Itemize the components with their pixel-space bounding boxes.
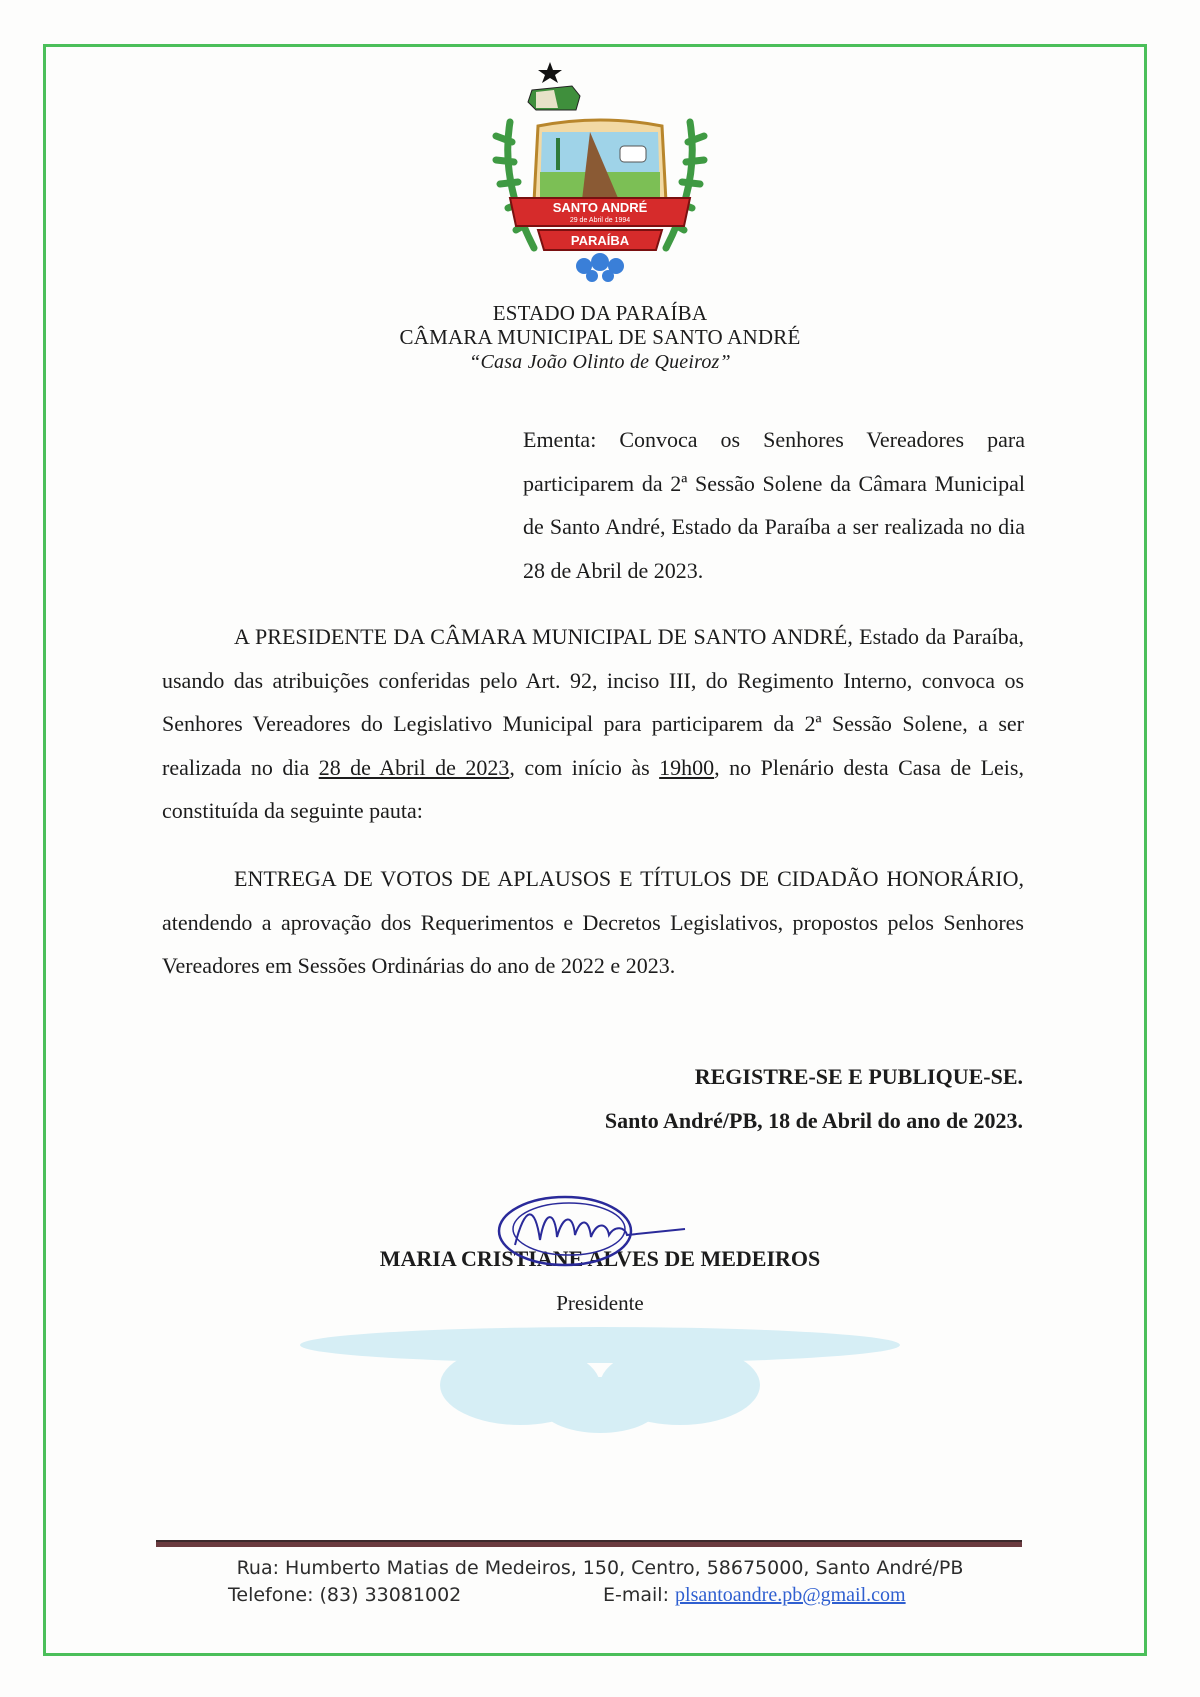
star-icon [538,62,562,83]
session-time: 19h00 [659,754,715,780]
header-chamber: CÂMARA MUNICIPAL DE SANTO ANDRÉ [399,325,801,349]
ementa-text: Ementa: Convoca os Senhores Vereadores para participarem da 2ª Sessão Solene da Câmara Municipal de Santo André, Estado da Paraíba a ser realizada no dia 28 de Abril de 2023. [523,427,1025,583]
session-date: 28 de Abril de 2023 [318,754,510,780]
footer-email [603,1584,906,1607]
svg-text:PARAÍBA: PARAÍBA [570,233,630,248]
signatory-name: MARIA CRISTIANE ALVES DE MEDEIROS [379,1246,821,1271]
watermark-emblem [290,1305,910,1435]
register-publish: REGISTRE-SE E PUBLIQUE-SE. [694,1064,1023,1089]
handwritten-signature [485,1185,695,1275]
email-link[interactable]: plsantoandre.pb@gmail.com [675,1584,906,1606]
agenda-paragraph: ENTREGA DE VOTOS DE APLAUSOS E TÍTULOS DE CIDADÃO HONORÁRIO, atendendo a aprovação dos Requerimentos e Decretos Legislativos, propostos pelos Senhores Vereadores em Sessões Ordinárias do ano de 2022 e 2023. [162,866,1024,978]
convocation-text-start: A PRESIDENTE DA CÂMARA MUNICIPAL DE SANTO ANDRÉ, Estado da Paraíba, usando das atribuições conferidas pelo Art. 92, inciso III, do Regimento Interno, convoca os Senhores Vereadores do Legislativo Municipal para participarem da 2ª Sessão Solene, a ser realizada no dia [162,624,1024,780]
email-label: E-mail: [603,1584,676,1606]
convocation-text-middle: , com início às [509,754,660,780]
header-state: ESTADO DA PARAÍBA [492,301,708,325]
municipal-crest [480,62,720,302]
convocation-text-end: , no Plenário desta Casa de Leis, constituída da seguinte pauta: [162,754,1024,823]
place-date: Santo André/PB, 18 de Abril do ano de 2023. [604,1108,1023,1133]
footer-address: Rua: Humberto Matias de Medeiros, 150, Centro, 58675000, Santo André/PB [236,1557,964,1579]
svg-text:29 de Abril de 1994: 29 de Abril de 1994 [569,217,631,224]
svg-text:SANTO ANDRÉ: SANTO ANDRÉ [552,200,648,215]
footer-phone: Telefone: (83) 33081002 [228,1584,462,1606]
header-house-name: “Casa João Olinto de Queiroz” [469,351,731,373]
signatory-title: Presidente [556,1291,644,1315]
footer-rule [156,1540,1022,1547]
convocation-paragraph [162,615,1024,833]
